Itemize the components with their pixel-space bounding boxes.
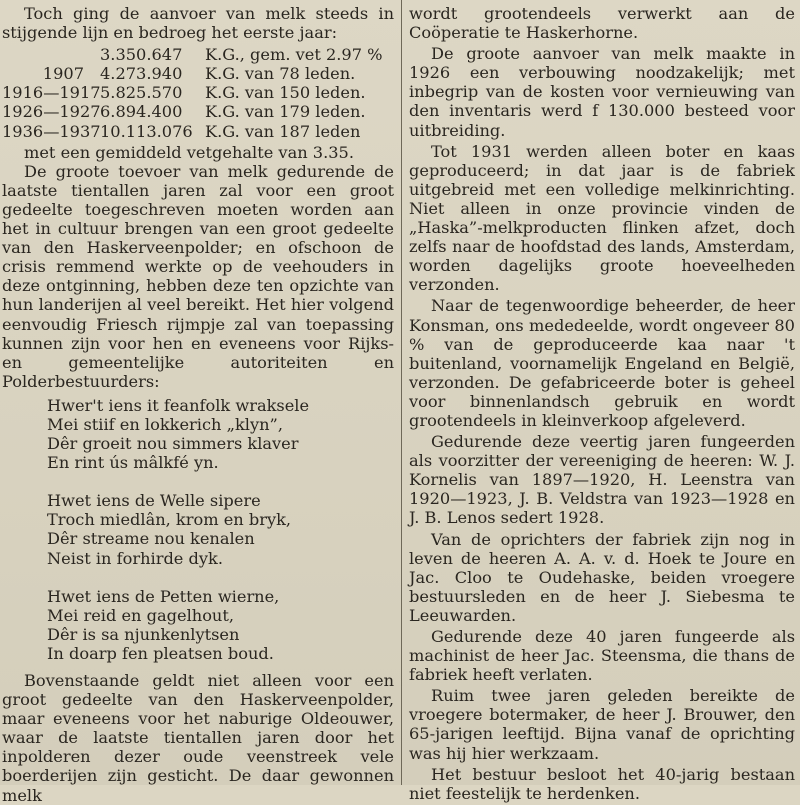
- chairmen-paragraph: Gedurende deze veertig jaren fungeerden als voorzitter der vereeniging de heeren: W. J. Kornelis van 1897—1920, H. Leenstra van 1920—1923, J. B. Veldstra van 1923—1928 en J. B. Lenos sedert 1928.: [409, 432, 795, 528]
- statistics-amount: 5.825.570: [100, 83, 183, 103]
- intro-paragraph: Toch ging de aanvoer van melk steeds in stijgende lijn en bedroeg het eerste jaar:: [2, 4, 394, 43]
- export-paragraph: Naar de tegenwoordige beheerder, de heer Konsman, ons mededeelde, wordt ongeveer 80 % van de geproduceerde kaa naar 't buitenland, voornamelijk Engeland en België, verzonden. De gefabriceerde boter is geheel voor binnenlandsch gebruik en wordt grootendeels in kleinverkoop afgeleverd.: [409, 296, 795, 430]
- right-column: [409, 4, 795, 803]
- statistics-detail: K.G., gem. vet 2.97 %: [205, 45, 383, 65]
- poem-line: Neist in forhirde dyk.: [47, 548, 223, 568]
- fat-content-line: met een gemiddeld vetgehalte van 3.35.: [24, 142, 354, 162]
- statistics-amount: 10.113.076: [100, 121, 193, 141]
- poem-line: Hwer't iens it feanfolk wraksele: [47, 395, 310, 415]
- statistics-row: [2, 64, 394, 83]
- statistics-year: 1916—1917: [2, 83, 101, 103]
- statistics-amount: 3.350.647: [100, 45, 183, 65]
- production-paragraph: Tot 1931 werden alleen boter en kaas geproduceerd; in dat jaar is de fabriek uitgebreid met een volledige melkinrichting. Niet alleen in onze provincie vinden de „Haska”-melkproducten flinken afzet, doch zelfs naar de hoofdstad des lands, Amsterdam, worden dagelijks groote hoeveelheden verzonden.: [409, 141, 795, 295]
- statistics-year: 1936—1937: [2, 121, 101, 141]
- poem-stanza: [47, 587, 394, 663]
- statistics-year: [2, 45, 100, 64]
- poem-line: Troch miedlân, krom en bryk,: [47, 510, 292, 530]
- poem-line: Dêr streame nou kenalen: [47, 529, 255, 549]
- oldeouwer-paragraph: Bovenstaande geldt niet alleen voor een groot gedeelte van den Haskerveenpolder, maar eveneens voor het naburige Oldeouwer, waar de laatste tientallen jaren door het inpolderen dezer oude veenstreek vele boerderijen zijn gesticht. De daar gewonnen melk: [2, 671, 394, 805]
- statistics-row: [2, 122, 394, 141]
- statistics-detail: K.G. van 179 leden.: [205, 102, 366, 122]
- statistics-year: 1907: [42, 64, 84, 84]
- founders-paragraph: Van de oprichters der fabriek zijn nog in leven de heeren A. A. v. d. Hoek te Joure en Jac. Cloo te Oudehaske, beiden vroegere bestuursleden en de heer J. Siebesma te Leeuwarden.: [409, 529, 795, 625]
- poem-line: In doarp fen pleatsen boud.: [47, 643, 274, 663]
- statistics-row: [2, 83, 394, 102]
- statistics-detail: K.G. van 78 leden.: [205, 64, 356, 84]
- statistics-row: [2, 45, 394, 64]
- statistics-detail: K.G. van 187 leden: [205, 121, 361, 141]
- poem-line: En rint ús mâlkfé yn.: [47, 453, 219, 473]
- statistics-amount: 4.273.940: [100, 64, 183, 84]
- poem-stanza: [47, 396, 394, 472]
- poem-line: Hwet iens de Welle sipere: [47, 491, 261, 511]
- statistics-amount: 6.894.400: [100, 102, 183, 122]
- statistics-detail: K.G. van 150 leden.: [205, 83, 366, 103]
- frisian-poem: [47, 396, 394, 663]
- poem-stanza: [47, 491, 394, 567]
- statistics-row: [2, 102, 394, 121]
- column-divider: [401, 0, 402, 785]
- anniversary-paragraph: Het bestuur besloot het 40-jarig bestaan niet feestelijk te herdenken.: [409, 764, 795, 803]
- cooperative-paragraph: wordt grootendeels verwerkt aan de Coöperatie te Haskerhorne.: [409, 4, 795, 43]
- poem-line: Mei stiif en lokkerich „klyn”,: [47, 414, 283, 434]
- renovation-paragraph: De groote aanvoer van melk maakte in 1926 een verbouwing noodzakelijk; met inbegrip van de kosten voor vernieuwing van den inventaris werd f 130.000 besteed voor uitbreiding.: [409, 44, 795, 140]
- machinist-paragraph: Gedurende deze 40 jaren fungeerde als machinist de heer Jac. Steensma, die thans de fabriek heeft verlaten.: [409, 627, 795, 685]
- milk-statistics-table: [2, 45, 394, 140]
- statistics-year: 1926—1927: [2, 102, 101, 122]
- poem-line: Dêr groeit nou simmers klaver: [47, 434, 299, 454]
- poem-line: Hwet iens de Petten wierne,: [47, 586, 280, 606]
- polder-paragraph: De groote toevoer van melk gedurende de laatste tientallen jaren zal voor een groot gedeelte toegeschreven moeten worden aan het in cultuur brengen van een groot gedeelte van den Haskerveenpolder; en ofschoon de crisis remmend werkte op de veehouders in deze ontginning, hebben deze ten opzichte van hun landerijen al veel bereikt. Het hier volgend eenvoudig Friesch rijmpje zal van toepassing kunnen zijn voor hen en eveneens voor Rijks- en gemeentelijke autoriteiten en Polderbestuurders:: [2, 161, 394, 391]
- poem-line: Mei reid en gagelhout,: [47, 605, 235, 625]
- left-column: [2, 4, 394, 805]
- poem-line: Dêr is sa njunkenlytsen: [47, 624, 240, 644]
- buttermaker-paragraph: Ruim twee jaren geleden bereikte de vroegere botermaker, de heer J. Brouwer, den 65-jarigen leeftijd. Bijna vanaf de oprichting was hij hier werkzaam.: [409, 686, 795, 763]
